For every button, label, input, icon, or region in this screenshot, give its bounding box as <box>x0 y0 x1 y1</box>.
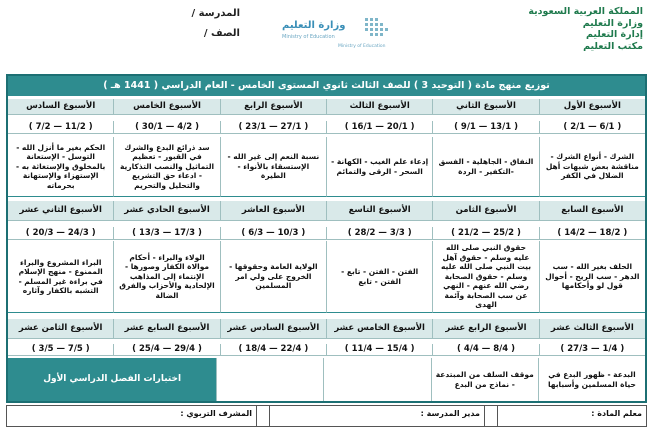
week-content: الحكم بغير ما أنزل الله - التوسل - الإستعانة بالمخلوق والإستغاثة به - الإستهزاء والإستهانة بحرماته <box>8 137 113 197</box>
content-row <box>8 358 645 401</box>
week-dates: ( 7/2 — 11/2 ) <box>8 121 113 134</box>
week-dates: ( 14/2 — 18/2 ) <box>539 227 645 240</box>
exam-label: اختبارات الفصل الدراسي الأول <box>8 358 216 401</box>
week-content: حقوق النبي صلى الله عليه وسلم - حقوق آهل بيت النبي صلى الله عليه وسلم - حقوق الصحابة رضي الله عنهم - النهي عن سب الصحابة وآئمة الهدى <box>432 241 538 313</box>
content-row <box>8 137 645 197</box>
week-label: الأسبوع الحادي عشر <box>113 201 219 221</box>
principal-label: مدير المدرسة : <box>420 409 480 418</box>
week-dates: ( 27/3 — 1/4 ) <box>539 344 645 356</box>
footer-spacer <box>485 405 497 427</box>
week-label: الأسبوع السادس عشر <box>220 319 326 339</box>
week-content: الحلف بغير الله - سب الدهر - سب الريح - أحوال قول لو وأحكامها <box>539 241 645 313</box>
week-dates: ( 23/1 — 27/1 ) <box>220 121 326 134</box>
week-label: الأسبوع الأول <box>539 99 645 115</box>
teacher-signature <box>497 405 647 427</box>
table-title: توزيع منهج مادة ( التوحيد 3 ) للصف الثالث ثانوي المستوى الخامس - العام الدراسي ( 1441 هـ ) <box>8 76 645 96</box>
week-dates: ( 25/4 — 29/4 ) <box>113 344 219 356</box>
header-line-office: مكتب التعليم <box>583 40 643 52</box>
week-content: الولاء والبراء - أحكام موالاة الكفار وصورها - الإنتماء إلى المذاهب الإلحادية والأحزاب والفرق الضالة <box>113 241 219 313</box>
week-content: نسبة النعم إلى غير الله - الإستسقاء بالأنواء - الطيرة <box>220 137 326 197</box>
footer-spacer <box>257 405 269 427</box>
school-label: المدرسة / <box>191 8 240 19</box>
week-label: الأسبوع الثالث <box>326 99 432 115</box>
week-dates: ( 3/5 — 7/5 ) <box>8 344 113 356</box>
signature-footer <box>6 405 647 427</box>
week-label: الأسبوع الثامن <box>432 201 538 221</box>
header-line-directorate: إدارة التعليم <box>585 29 643 40</box>
week-dates: ( 16/1 — 20/1 ) <box>326 121 432 134</box>
week-content: البراء المشروع والبراء الممنوع - منهج الإسلام في براءة غير المسلم - التشبه بالكفار وآثاره <box>8 241 113 313</box>
week-label: الأسبوع الثاني <box>432 99 538 115</box>
week-content <box>216 358 323 401</box>
week-label: الأسبوع العاشر <box>220 201 326 221</box>
week-label: الأسبوع التاسع <box>326 201 432 221</box>
date-row <box>8 121 645 134</box>
week-content: إدعاء علم الغيب - الكهانة - السحر - الرقى والتمائم <box>326 137 432 197</box>
week-dates: ( 21/2 — 25/2 ) <box>432 227 538 240</box>
week-content: سد ذرائع البدع والشرك في القبور - تعظيم التماثيل والنصب التذكارية - ادعاء حق التشريع والتحليل والتحريم <box>113 137 219 197</box>
week-label: الأسبوع الرابع عشر <box>432 319 538 339</box>
week-label: الأسبوع الرابع <box>220 99 326 115</box>
curriculum-table <box>6 74 647 403</box>
week-label: الأسبوع الثاني عشر <box>8 201 113 221</box>
logo-subtitle: Ministry of Education <box>282 34 335 40</box>
week-content: الفتن - الفتن - تابع - الفتن - تابع <box>326 241 432 313</box>
week-dates: ( 20/3 — 24/3 ) <box>8 227 113 240</box>
week-label: الأسبوع الثالث عشر <box>539 319 645 339</box>
week-label: الأسبوع السابع عشر <box>113 319 219 339</box>
week-dates: ( 28/2 — 3/3 ) <box>326 227 432 240</box>
principal-signature <box>269 405 485 427</box>
week-content: الولاية العامة وحقوقها - الخروج على ولي امر المسلمين <box>220 241 326 313</box>
week-dates: ( 4/4 — 8/4 ) <box>432 344 538 356</box>
week-dates: ( 9/1 — 13/1 ) <box>432 121 538 134</box>
week-content: موقف السلف من المبتدعة - نماذج من البدع <box>431 358 538 401</box>
week-content: النفاق - الجاهلية - الفسق -التكفير - الردة <box>432 137 538 197</box>
week-label: الأسبوع الخامس عشر <box>326 319 432 339</box>
week-label: الأسبوع السادس <box>8 99 113 115</box>
week-content <box>323 358 430 401</box>
week-header-row <box>8 319 645 339</box>
content-row <box>8 241 645 313</box>
date-row <box>8 344 645 356</box>
header-line-ministry: وزارة التعليم <box>582 17 643 29</box>
week-dates: ( 2/1 — 6/1 ) <box>539 121 645 134</box>
week-header-row <box>8 99 645 115</box>
week-dates: ( 6/3 — 10/3 ) <box>220 227 326 240</box>
week-dates: ( 18/4 — 22/4 ) <box>220 344 326 356</box>
teacher-label: معلم المادة : <box>591 409 642 418</box>
week-content: البدعة - ظهور البدع في حياة المسلمين وأسبابها <box>538 358 645 401</box>
logo-title: وزارة التعليم <box>282 20 346 31</box>
week-header-row <box>8 201 645 221</box>
week-label: الأسبوع الخامس <box>113 99 219 115</box>
date-row <box>8 227 645 240</box>
week-dates: ( 13/3 — 17/3 ) <box>113 227 219 240</box>
supervisor-label: المشرف التربوي : <box>180 409 252 418</box>
week-dates: ( 30/1 — 4/2 ) <box>113 121 219 134</box>
ministry-header <box>493 6 643 52</box>
week-label: الأسبوع السابع <box>539 201 645 221</box>
week-label: الأسبوع الثامن عشر <box>8 319 113 339</box>
header-line-country: المملكة العربية السعودية <box>528 6 643 17</box>
week-dates: ( 11/4 — 15/4 ) <box>326 344 432 356</box>
class-label: الصف / <box>203 28 240 39</box>
exam-period <box>8 358 216 401</box>
logo-small-text: Ministry of Education <box>338 44 386 49</box>
supervisor-signature <box>6 405 257 427</box>
school-info <box>140 8 240 48</box>
week-content: الشرك - أنواع الشرك - مناقشة بعض شبهات أهل الضلال في الكفر <box>539 137 645 197</box>
